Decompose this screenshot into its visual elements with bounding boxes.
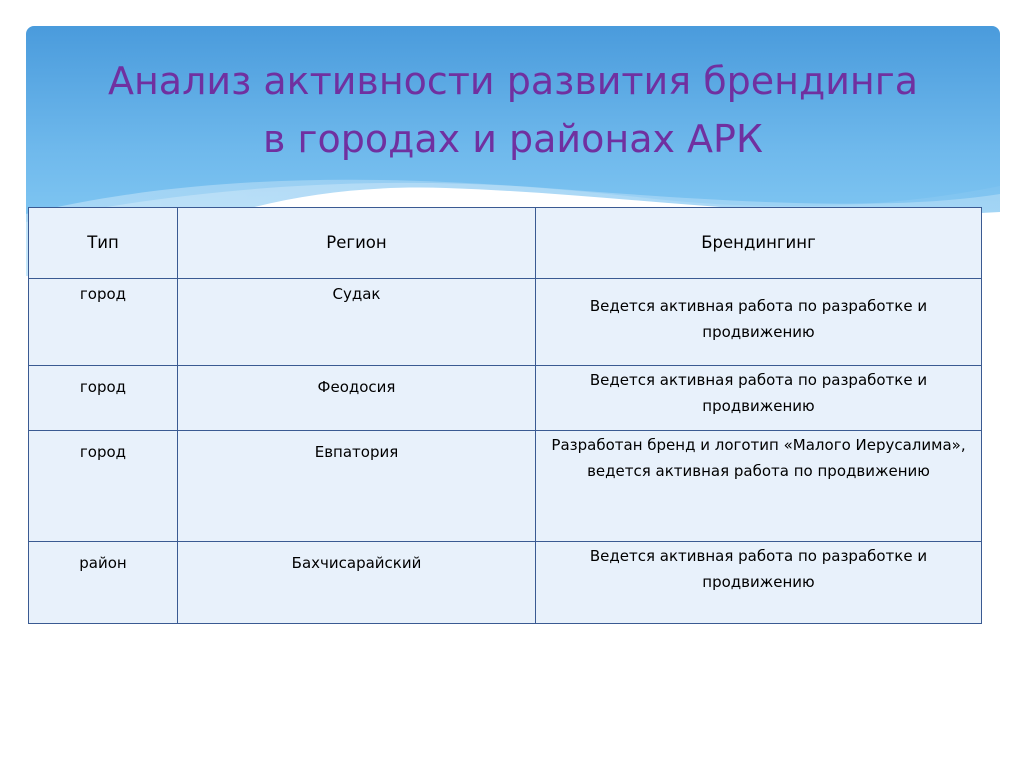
title-line-1: Анализ активности развития брендинга [107, 59, 919, 103]
cell-type: город [29, 366, 178, 431]
cell-type: город [29, 431, 178, 542]
table-row [29, 366, 982, 431]
cell-region: Судак [178, 279, 536, 366]
table-header-row [29, 208, 982, 279]
cell-type: район [29, 542, 178, 624]
cell-region: Феодосия [178, 366, 536, 431]
title-line-2: в городах и районах АРК [263, 117, 763, 161]
header-region: Регион [178, 208, 536, 279]
table-row [29, 431, 982, 542]
table-row [29, 542, 982, 624]
cell-branding: Разработан бренд и логотип «Малого Иерусалима», ведется активная работа по продвижению [536, 431, 982, 542]
table-row [29, 279, 982, 366]
header-branding: Брендингинг [536, 208, 982, 279]
cell-branding: Ведется активная работа по разработке и продвижению [536, 366, 982, 431]
slide-title [26, 52, 1000, 168]
cell-branding: Ведется активная работа по разработке и продвижению [536, 279, 982, 366]
cell-region: Евпатория [178, 431, 536, 542]
cell-branding: Ведется активная работа по разработке и продвижению [536, 542, 982, 624]
header-type: Тип [29, 208, 178, 279]
cell-region: Бахчисарайский [178, 542, 536, 624]
cell-type: город [29, 279, 178, 366]
branding-table [28, 207, 982, 624]
